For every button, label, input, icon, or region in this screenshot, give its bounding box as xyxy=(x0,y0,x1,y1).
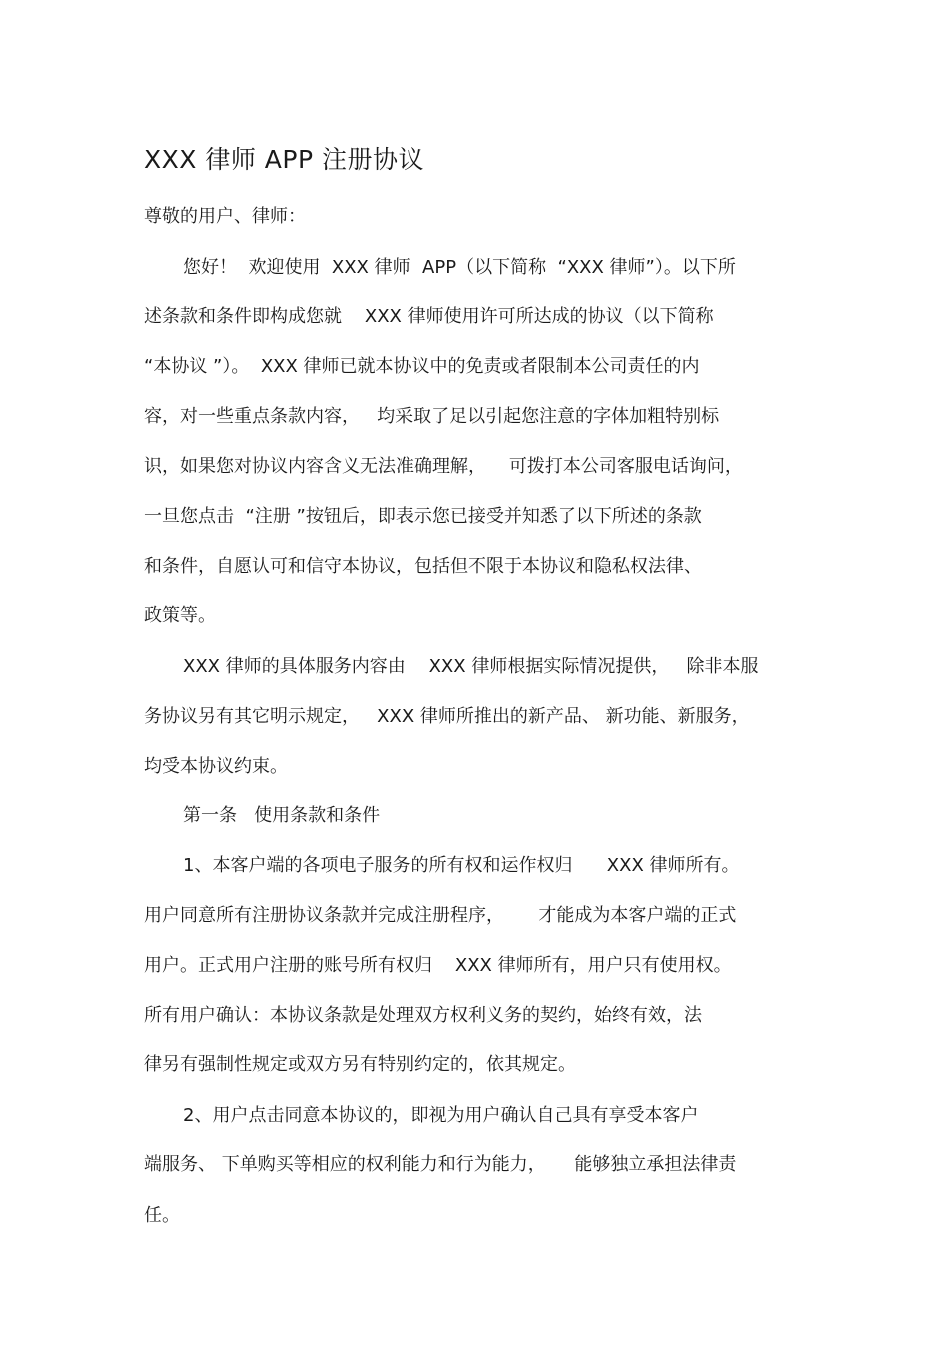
paragraph-line: 端服务、 下单购买等相应的权利能力和行为能力， 能够独立承担法律责 xyxy=(144,1154,737,1175)
paragraph-line: 律另有强制性规定或双方另有特别约定的，依其规定。 xyxy=(144,1054,576,1075)
paragraph-line: XXX 律师的具体服务内容由 XXX 律师根据实际情况提供， 除非本服 xyxy=(183,656,759,677)
paragraph-line: 用户。正式用户注册的账号所有权归 XXX 律师所有，用户只有使用权。 xyxy=(144,955,732,976)
paragraph-line: 政策等。 xyxy=(144,605,216,626)
paragraph-line: 容，对一些重点条款内容， 均采取了足以引起您注意的字体加粗特别标 xyxy=(144,406,720,427)
paragraph-line: 1、本客户端的各项电子服务的所有权和运作权归 XXX 律师所有。 xyxy=(183,855,740,876)
greeting-line: 尊敬的用户、律师： xyxy=(144,206,306,227)
paragraph-line: 和条件，自愿认可和信守本协议，包括但不限于本协议和隐私权法律、 xyxy=(144,556,702,577)
section-heading: 第一条 使用条款和条件 xyxy=(183,805,381,826)
paragraph-line: 识，如果您对协议内容含义无法准确理解， 可拨打本公司客服电话询问， xyxy=(144,456,743,477)
paragraph-line: “本协议 ”）。 XXX 律师已就本协议中的免责或者限制本公司责任的内 xyxy=(144,356,700,377)
paragraph-line: 均受本协议约束。 xyxy=(144,756,288,777)
paragraph-line: 一旦您点击 “注册 ”按钮后，即表示您已接受并知悉了以下所述的条款 xyxy=(144,506,702,527)
paragraph-line: 用户同意所有注册协议条款并完成注册程序， 才能成为本客户端的正式 xyxy=(144,905,737,926)
document-title: XXX 律师 APP 注册协议 xyxy=(144,145,424,174)
paragraph-line: 所有用户确认：本协议条款是处理双方权利义务的契约，始终有效，法 xyxy=(144,1005,702,1026)
paragraph-line: 务协议另有其它明示规定， XXX 律师所推出的新产品、 新功能、新服务， xyxy=(144,706,750,727)
paragraph-line: 任。 xyxy=(144,1205,180,1226)
paragraph-line: 您好！ 欢迎使用 XXX 律师 APP（以下简称 “XXX 律师”）。以下所 xyxy=(183,257,736,278)
paragraph-line: 2、用户点击同意本协议的，即视为用户确认自己具有享受本客户 xyxy=(183,1105,699,1126)
paragraph-line: 述条款和条件即构成您就 XXX 律师使用许可所达成的协议（以下简称 xyxy=(144,306,714,327)
